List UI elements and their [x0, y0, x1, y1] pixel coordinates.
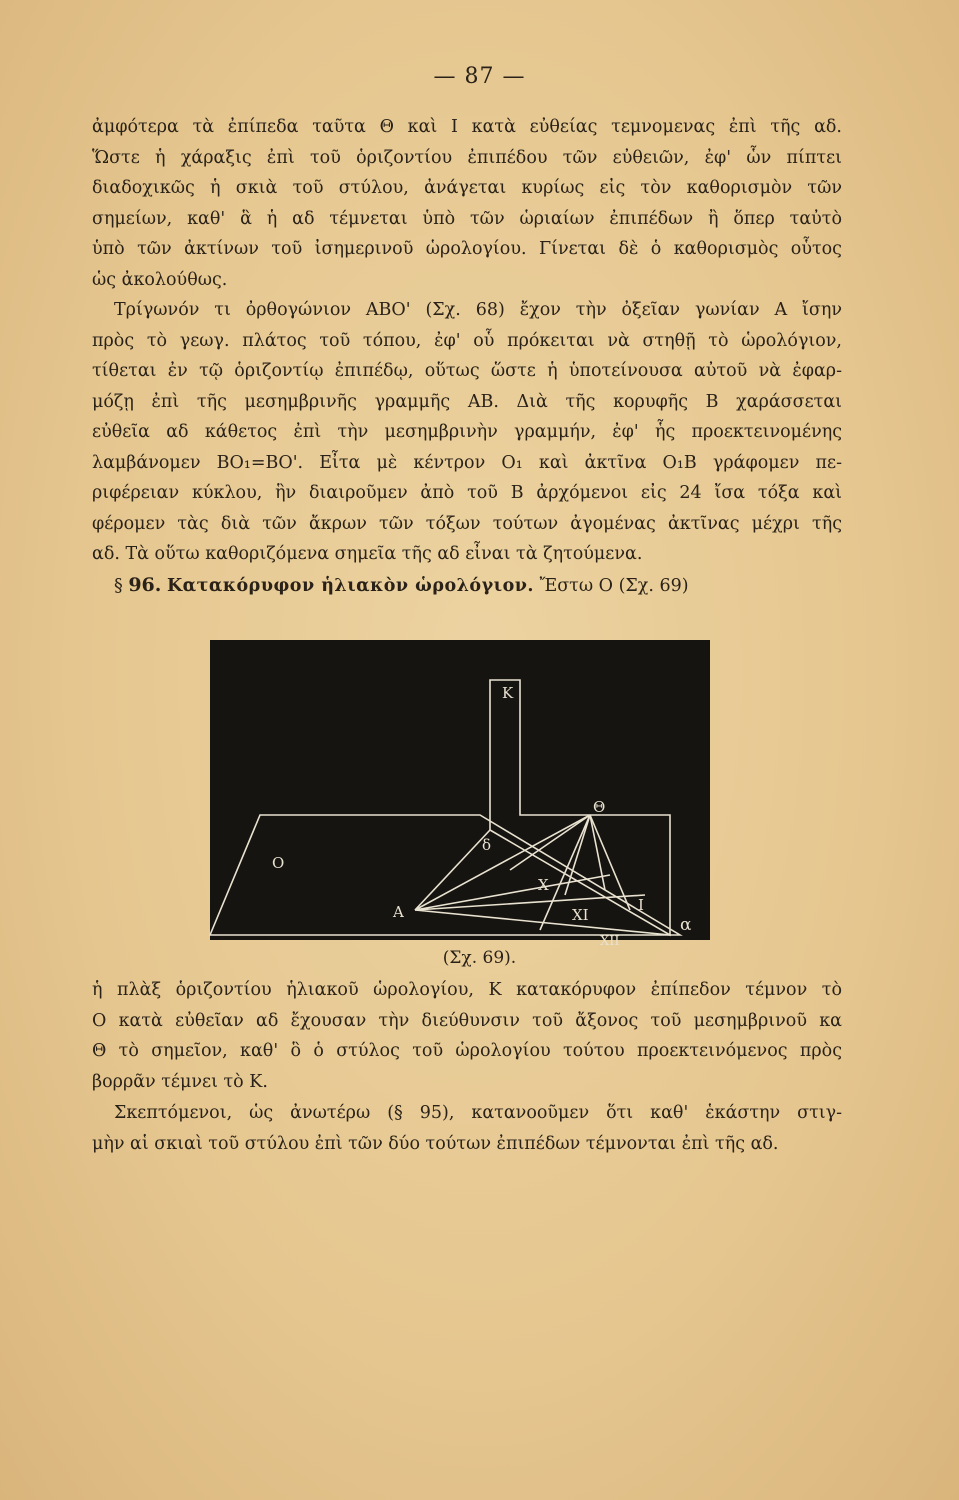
text-line: αδ. Τὰ οὕτω καθοριζόμενα σημεῖα τῆς αδ εἶναι τὰ ζητούμενα.	[92, 544, 643, 564]
label-alpha: α	[680, 915, 692, 935]
text-line: σημείων, καθ' ἃ ἡ αδ τέμνεται ὑπὸ τῶν ὡριαίων ἐπιπέδων ἢ ὅπερ ταὐτὸ	[92, 208, 842, 229]
paragraph-3	[92, 975, 842, 1097]
hour-line-xi	[415, 875, 610, 910]
label-xii: XII	[600, 934, 620, 949]
sundial-diagram	[210, 640, 710, 949]
label-i: I	[638, 896, 644, 914]
text-line: ὑπὸ τῶν ἀκτίνων τοῦ ἰσημερινοῦ ὡρολογίου. Γίνεται δὲ ὁ καθορισμὸς οὗτος	[92, 239, 842, 259]
text-line: Ο κατὰ εὐθεῖαν αδ ἔχουσαν τὴν διεύθυνσιν τοῦ ἄξονος τοῦ μεσημβρινοῦ κα	[92, 1010, 842, 1031]
label-k: K	[502, 684, 514, 702]
text-line: Θ τὸ σημεῖον, καθ' ὃ ὁ στύλος τοῦ ὡρολογίου τούτου προεκτεινόμενος πρὸς	[92, 1041, 842, 1061]
text-line: τίθεται ἐν τῷ ὁριζοντίῳ ἐπιπέδῳ, οὕτως ὥστε ἡ ὑποτείνουσα αὐτοῦ νὰ ἐφαρ-	[92, 361, 842, 381]
text-line: ἀμφότερα τὰ ἐπίπεδα ταῦτα Θ καὶ Ι κατὰ εὐθείας τεμνομενας ἐπὶ τῆς αδ.	[92, 117, 842, 137]
section-heading-line	[92, 570, 842, 602]
figure-caption: (Σχ. 69).	[442, 948, 517, 968]
text-line: διαδοχικῶς ἡ σκιὰ τοῦ στύλου, ἀνάγεται κυρίως εἰς τὸν καθορισμὸν τῶν	[92, 178, 842, 198]
label-delta: δ	[482, 836, 492, 854]
paragraph-4	[92, 1098, 842, 1159]
text-line: Τρίγωνόν τι ὀρθογώνιον ΑΒΟ' (Σχ. 68) ἔχον τὴν ὀξεῖαν γωνίαν Α ἴσην	[114, 300, 842, 320]
text-line: Σκεπτόμενοι, ὡς ἀνωτέρω (§ 95), κατανοοῦμεν ὅτι καθ' ἑκάστην στιγ-	[114, 1103, 842, 1123]
text-line: βορρᾶν τέμνει τὸ Κ.	[92, 1071, 268, 1092]
hour-line-xii	[415, 895, 645, 910]
section-heading	[92, 570, 842, 602]
section-rest: Ἔστω Ο (Σχ. 69)	[539, 576, 689, 596]
text-line: μὴν αἱ σκιαὶ τοῦ στύλου ἐπὶ τῶν δύο τούτων ἐπιπέδων τέμνονται ἐπὶ τῆς αδ.	[92, 1133, 779, 1154]
paragraph-2	[92, 295, 842, 570]
section-title: Κατακόρυφον ἡλιακὸν ὡρολόγιον.	[166, 576, 534, 596]
section-number: 96.	[128, 574, 162, 596]
section-symbol: §	[114, 576, 123, 596]
text-line: ὡς ἀκολούθως.	[92, 269, 228, 290]
text-line: πρὸς τὸ γεωγ. πλάτος τοῦ τόπου, ἐφ' οὗ πρόκειται νὰ στηθῇ τὸ ὡρολόγιον,	[92, 330, 842, 351]
text-line: λαμβάνομεν ΒΟ₁=ΒΟ'. Εἶτα μὲ κέντρον Ο₁ καὶ ἀκτῖνα Ο₁Β γράφομεν πε-	[92, 452, 842, 473]
page-number: — 87 —	[433, 64, 526, 89]
figure-69	[210, 640, 710, 949]
text-line: ἡ πλὰξ ὁριζοντίου ἡλιακοῦ ὡρολογίου, Κ κατακόρυφον ἐπίπεδον τέμνον τὸ	[92, 980, 842, 1000]
text-line: ριφέρειαν κύκλου, ἣν διαιροῦμεν ἀπὸ τοῦ Β ἀρχόμενοι εἰς 24 ἴσα τόξα καὶ	[92, 483, 842, 503]
label-o: O	[272, 854, 285, 872]
text-line: Ὥστε ἡ χάραξις ἐπὶ τοῦ ὁριζοντίου ἐπιπέδου τῶν εὐθειῶν, ἐφ' ὧν πίπτει	[92, 147, 842, 168]
label-x: X	[538, 876, 549, 894]
text-line: μόζῃ ἐπὶ τῆς μεσημβρινῆς γραμμῆς ΑΒ. Διὰ τῆς κορυφῆς Β χαράσσεται	[92, 391, 842, 412]
label-a: A	[393, 903, 404, 921]
paragraph-1	[92, 112, 842, 295]
text-line: φέρομεν τὰς διὰ τῶν ἄκρων τῶν τόξων τούτων ἀγομένας ἀκτῖνας μέχρι τῆς	[92, 513, 842, 534]
text-line: εὐθεῖα αδ κάθετος ἐπὶ τὴν μεσημβρινὴν γραμμήν, ἐφ' ἧς προεκτεινομένης	[92, 422, 842, 442]
label-theta: Θ	[593, 798, 606, 816]
label-xi: XI	[572, 906, 589, 924]
theta-line-3	[590, 815, 630, 910]
